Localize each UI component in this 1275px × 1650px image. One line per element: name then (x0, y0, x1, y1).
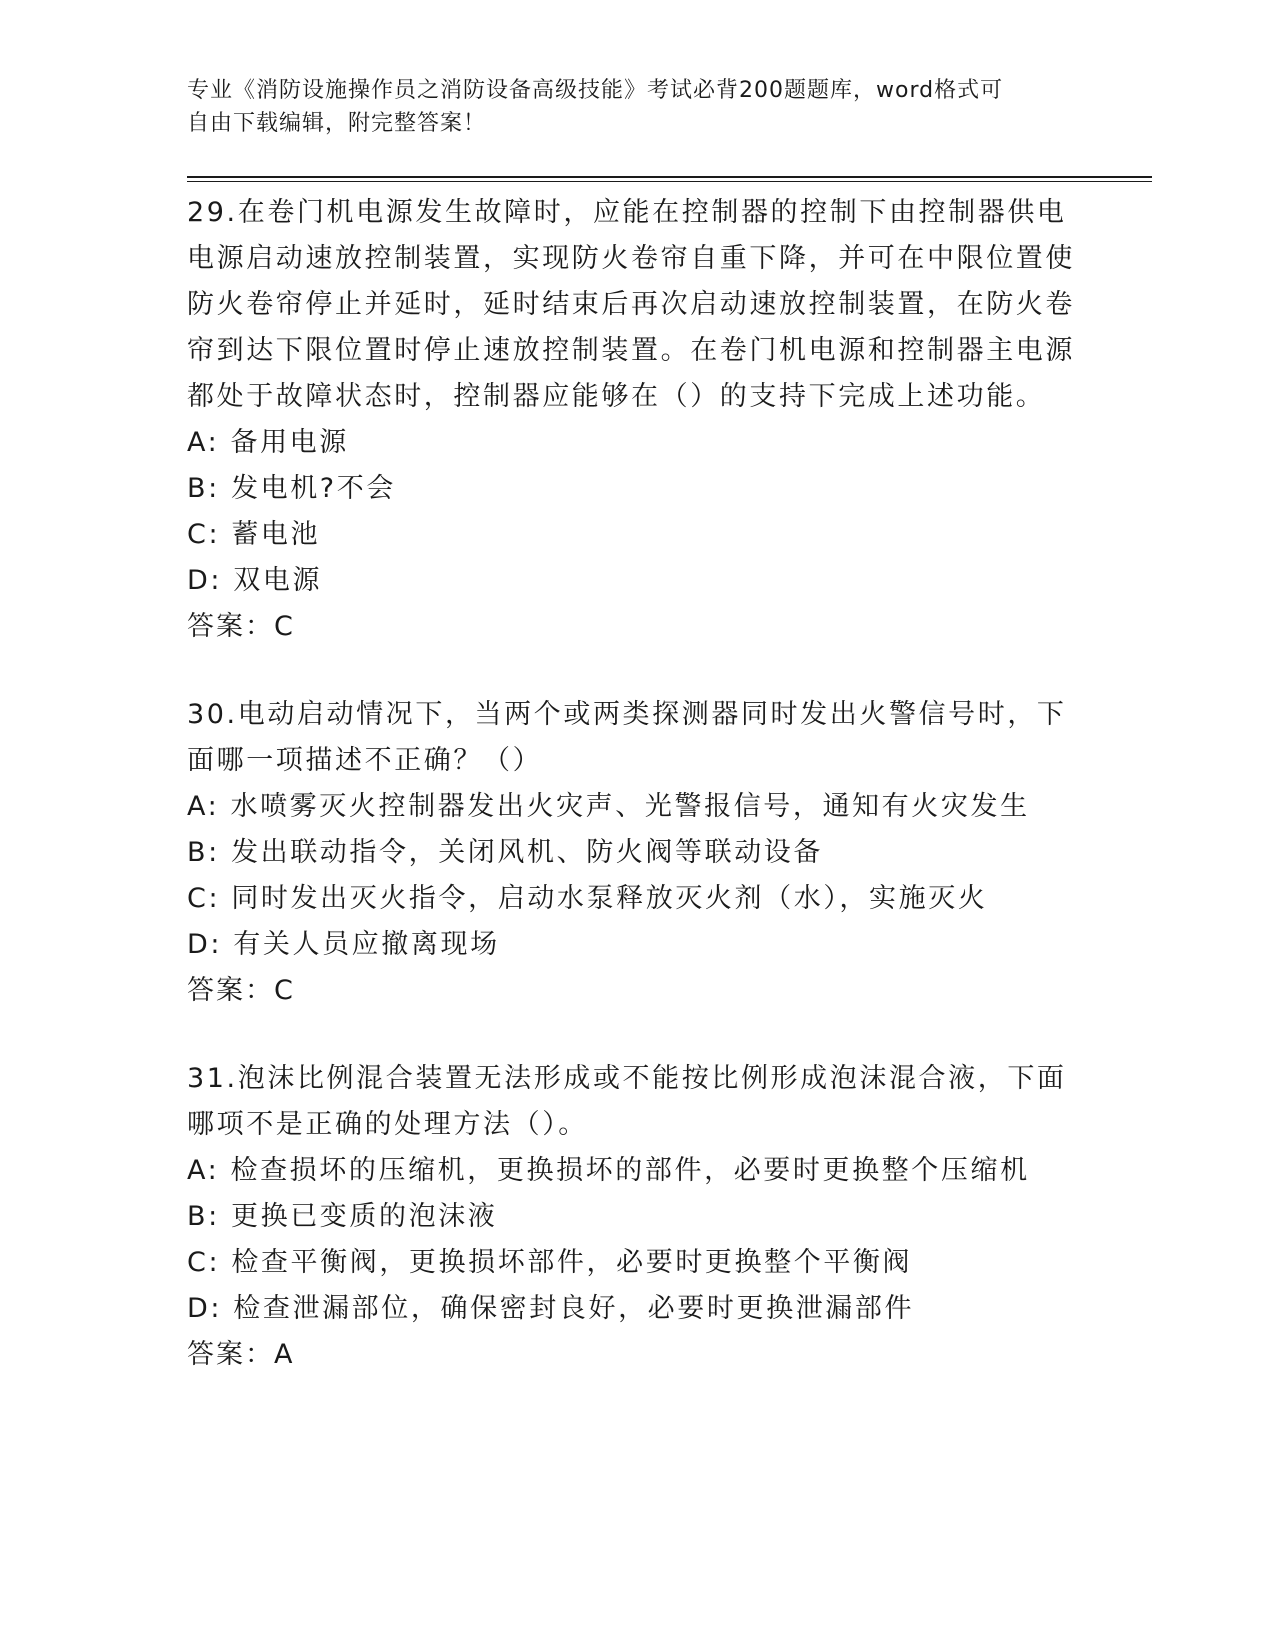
answer-line: 答案：C (187, 975, 295, 1006)
document-header (187, 74, 1087, 140)
question-stem: 30.电动启动情况下，当两个或两类探测器同时发出火警信号时，下面哪一项描述不正确？（） (187, 699, 1067, 776)
option-d: D: 双电源 (187, 565, 323, 596)
option-b: B: 发电机?不会 (187, 473, 396, 504)
option-d: D: 有关人员应撤离现场 (187, 929, 500, 960)
question-list (187, 190, 1087, 1420)
option-b: B: 更换已变质的泡沫液 (187, 1201, 498, 1232)
question-stem: 29.在卷门机电源发生故障时，应能在控制器的控制下由控制器供电电源启动速放控制装置，实现防火卷帘自重下降，并可在中限位置使防火卷帘停止并延时，延时结束后再次启动速放控制装置，在防火卷帘到达下限位置时停止速放控制装置。在卷门机电源和控制器主电源都处于故障状态时，控制器应能够在（）的支持下完成上述功能。 (187, 197, 1075, 412)
question-29 (187, 190, 1087, 650)
header-rule-thin (187, 181, 1152, 182)
header-line-2: 自由下载编辑，附完整答案！ (187, 111, 487, 136)
header-line-1: 专业《消防设施操作员之消防设备高级技能》考试必背200题题库，word格式可 (187, 78, 1004, 103)
question-30 (187, 692, 1087, 1014)
option-c: C: 检查平衡阀，更换损坏部件，必要时更换整个平衡阀 (187, 1247, 913, 1278)
option-b: B: 发出联动指令，关闭风机、防火阀等联动设备 (187, 837, 824, 868)
question-31 (187, 1056, 1087, 1378)
option-c: C: 蓄电池 (187, 519, 321, 550)
question-stem: 31.泡沫比例混合装置无法形成或不能按比例形成泡沫混合液，下面哪项不是正确的处理方法（）。 (187, 1063, 1067, 1140)
option-a: A: 备用电源 (187, 427, 349, 458)
option-a: A: 检查损坏的压缩机，更换损坏的部件，必要时更换整个压缩机 (187, 1155, 1030, 1186)
answer-line: 答案：A (187, 1339, 295, 1370)
answer-line: 答案：C (187, 611, 295, 642)
header-rule-thick (187, 176, 1152, 178)
option-c: C: 同时发出灭火指令，启动水泵释放灭火剂（水），实施灭火 (187, 883, 988, 914)
option-d: D: 检查泄漏部位，确保密封良好，必要时更换泄漏部件 (187, 1293, 915, 1324)
option-a: A: 水喷雾灭火控制器发出火灾声、光警报信号，通知有火灾发生 (187, 791, 1030, 822)
